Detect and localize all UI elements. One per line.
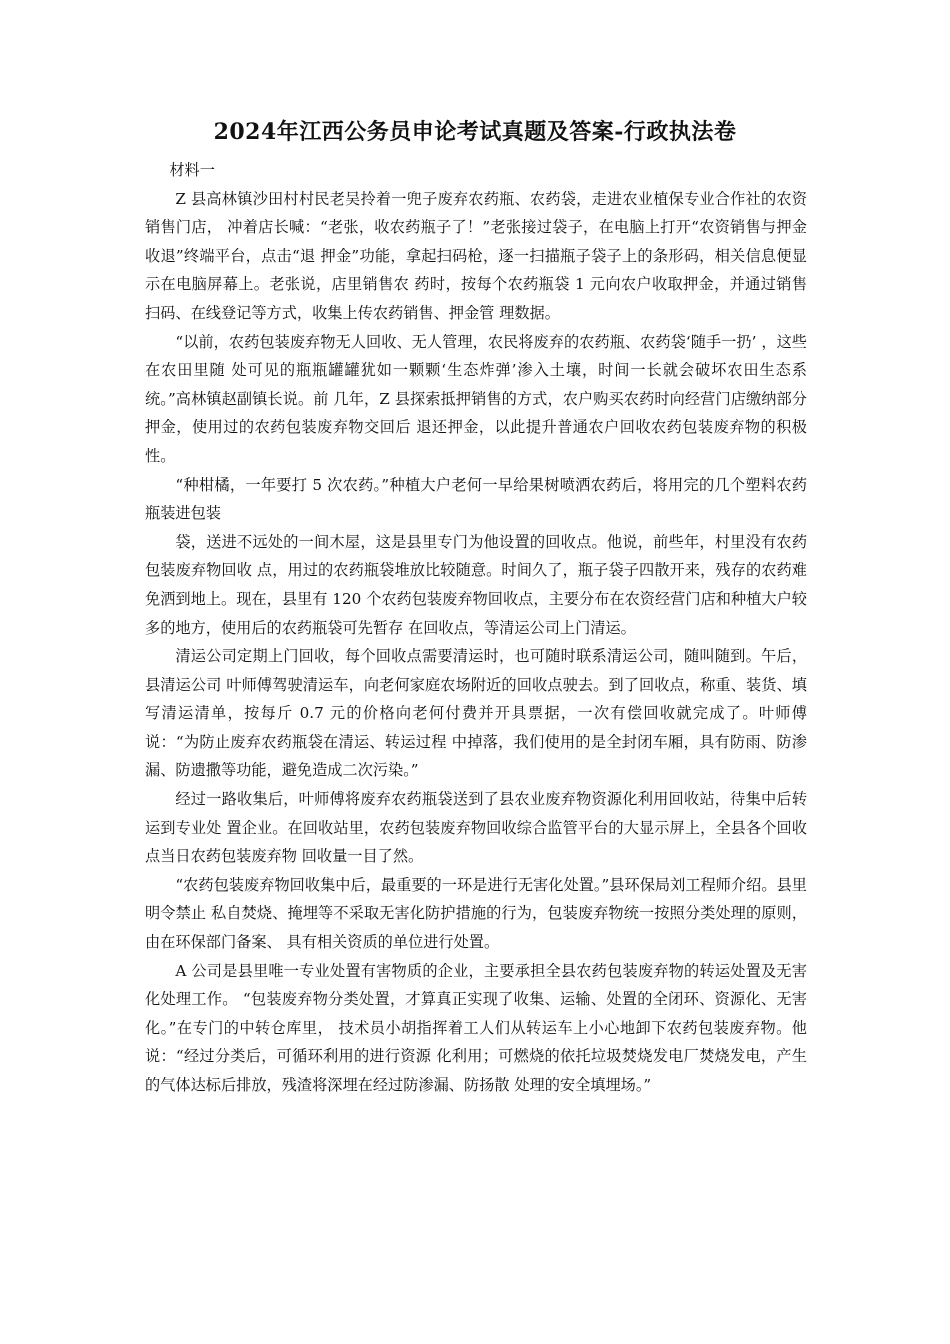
paragraph: “种柑橘，一年要打 5 次农药。”种植大户老何一早给果树喷洒农药后，将用完的几个塑料农药瓶装进包装	[145, 475, 807, 523]
paragraph: “农药包装废弃物回收集中后，最重要的一环是进行无害化处置。”县环保局刘工程师介绍。县里明令禁止 私自焚烧、掩埋等不采取无害化防护措施的行为，包装废弃物统一按照分类处理的原则， 由在环保部门备案、 具有相关资质的单位进行处置。	[145, 875, 807, 952]
document-body	[145, 156, 807, 1100]
paragraph: 袋，送进不远处的一间木屋，这是县里专门为他设置的回收点。他说，前些年，村里没有农药包装废弃物回收 点，用过的农药瓶袋堆放比较随意。时间久了，瓶子袋子四散开来，残存的农药难免洒到地上。现在，县里有 120 个农药包装废弃物回收点，主要分布在农资经营门店和种植大户较多的地方，使用后的农药瓶袋可先暂存 在回收点，等清运公司上门清运。	[145, 532, 807, 637]
paragraph: Z 县高林镇沙田村村民老吴拎着一兜子废弃农药瓶、农药袋，走进农业植保专业合作社的农资销售门店， 冲着店长喊：“老张，收农药瓶子了！”老张接过袋子，在电脑上打开“农资销售与押金收退”终端平台，点击“退 押金”功能，拿起扫码枪，逐一扫描瓶子袋子上的条形码，相关信息便显示在电脑屏幕上。老张说，店里销售农 药时，按每个农药瓶袋 1 元向农户收取押金，并通过销售扫码、在线登记等方式，收集上传农药销售、押金管 理数据。	[145, 189, 807, 322]
paragraph: 清运公司定期上门回收，每个回收点需要清运时，也可随时联系清运公司，随叫随到。午后，县清运公司 叶师傅驾驶清运车，向老何家庭农场附近的回收点驶去。到了回收点，称重、装货、填写清运清单，按每斤 0.7 元的价格向老何付费并开具票据，一次有偿回收就完成了。叶师傅说：“为防止废弃农药瓶袋在清运、转运过程 中掉落，我们使用的是全封闭车厢，具有防雨、防渗漏、防遗撒等功能，避免造成二次污染。”	[145, 647, 807, 780]
paragraph: A 公司是县里唯一专业处置有害物质的企业，主要承担全县农药包装废弃物的转运处置及无害化处理工作。 “包装废弃物分类处置，才算真正实现了收集、运输、处置的全闭环、资源化、无害化。”在专门的中转仓库里， 技术员小胡指挥着工人们从转运车上小心地卸下农药包装废弃物。他说：“经过分类后，可循环利用的进行资源 化利用；可燃烧的依托垃圾焚烧发电厂焚烧发电，产生的气体达标后排放，残渣将深埋在经过防渗漏、防扬散 处理的安全填埋场。”	[145, 961, 807, 1094]
section-label: 材料一	[169, 161, 215, 179]
paragraph: “以前，农药包装废弃物无人回收、无人管理，农民将废弃的农药瓶、农药袋‘随手一扔’ ，这些在农田里随 处可见的瓶瓶罐罐犹如一颗颗‘生态炸弹’渗入土壤，时间一长就会破坏农田生态系统。”高林镇赵副镇长说。前 几年，Z 县探索抵押销售的方式，农户购买农药时向经营门店缴纳部分押金，使用过的农药包装废弃物交回后 退还押金，以此提升普通农户回收农药包装废弃物的积极性。	[145, 332, 807, 465]
paragraph: 经过一路收集后，叶师傅将废弃农药瓶袋送到了县农业废弃物资源化利用回收站，待集中后转运到专业处 置企业。在回收站里，农药包装废弃物回收综合监管平台的大显示屏上，全县各个回收点当日农药包装废弃物 回收量一目了然。	[145, 790, 807, 866]
document-title: 2024年江西公务员申论考试真题及答案-行政执法卷	[213, 119, 737, 145]
